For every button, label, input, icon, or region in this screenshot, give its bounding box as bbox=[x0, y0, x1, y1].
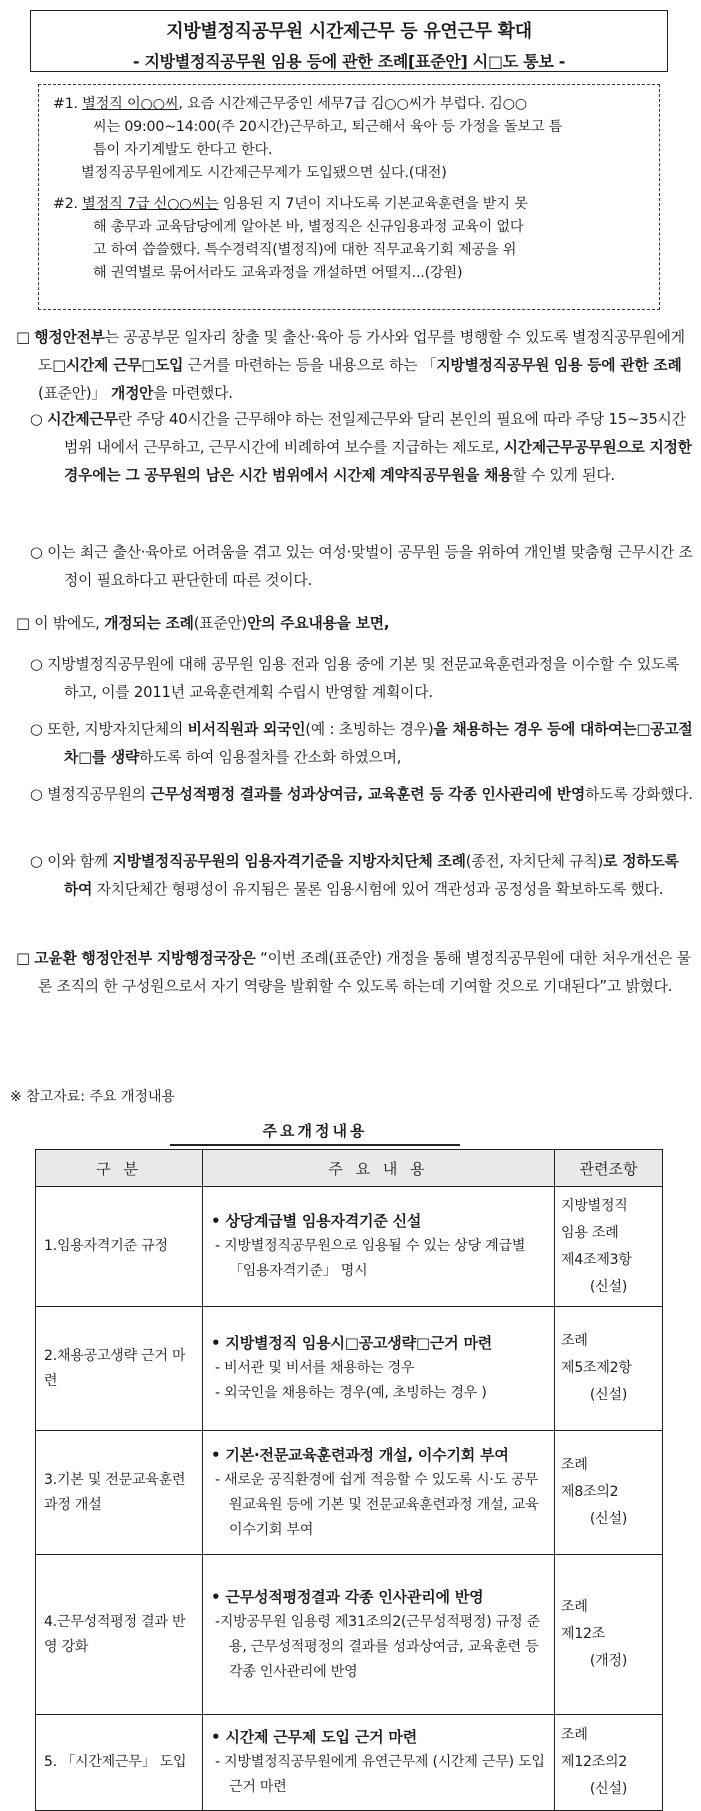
s4-text-a: 또한, 지방자치단체의 bbox=[47, 721, 188, 738]
header-category: 구 분 bbox=[36, 1150, 203, 1187]
s5-text-b: 근무성적평정 결과를 성과상여금, 교육훈련 등 각종 인사관리에 반영 bbox=[150, 786, 586, 803]
p1-text-e: 지방별정직공무원 임용 등에 관한 조례 bbox=[436, 357, 682, 374]
row-content bbox=[203, 1187, 555, 1307]
table-row bbox=[36, 1431, 663, 1555]
article-line: (신설) bbox=[589, 1511, 628, 1527]
row-content bbox=[203, 1555, 555, 1715]
p2-text-b: 개정되는 조례 bbox=[104, 615, 194, 632]
case-1-line2: 씨는 09:00∼14:00(주 20시간)근무하고, 퇴근해서 육아 등 가정을 돌보고 틈 bbox=[93, 119, 563, 135]
circle-bullet: ○ bbox=[30, 721, 43, 738]
article-line: 제4조제3항 bbox=[561, 1251, 632, 1268]
p2-text-d: 안의 주요내용을 보면, bbox=[247, 615, 390, 632]
p1-text-f: (표준안)」 bbox=[38, 385, 107, 402]
article-line: 조례 bbox=[561, 1333, 588, 1349]
reference-note: ※ 참고자료: 주요 개정내용 bbox=[10, 1089, 176, 1105]
subparagraph-1 bbox=[8, 406, 693, 490]
header-content: 주 요 내 용 bbox=[203, 1150, 555, 1187]
s1-text-c: 시간제근무공무원으로 지정한 경우에는 그 공무원의 남은 시간 범위에서 시간제 계약직공무원을 채용 bbox=[64, 439, 692, 484]
s6-text-c: (종전, 자치단체 규칙) bbox=[465, 853, 604, 870]
case-2-line4: 해 권역별로 묶어서라도 교육과정을 개설하면 어떨지...(강원) bbox=[93, 265, 463, 281]
p1-text-b: 는 공공부문 일자리 창출 및 출산·육아 등 가사와 업무를 병행할 수 있도록 별정직공무원에게도 bbox=[38, 329, 685, 374]
s3-text: 지방별정직공무원에 대해 공무원 임용 전과 임용 중에 기본 및 전문교육훈련과정을 이수할 수 있도록 하고, 이를 2011년 교육훈련계획 수립시 반영할 계획이다. bbox=[47, 656, 680, 701]
article-line: (신설) bbox=[589, 1387, 628, 1403]
article-line: 제8조의2 bbox=[561, 1484, 619, 1500]
circle-bullet: ○ bbox=[30, 411, 43, 428]
row-article bbox=[555, 1307, 663, 1431]
case-2-marker: #2. bbox=[53, 196, 78, 212]
table-row bbox=[36, 1307, 663, 1431]
s4-text-e: 하도록 하여 임용절차를 간소화 하였으며, bbox=[139, 749, 402, 766]
row-category: 3.기본 및 전문교육훈련과정 개설 bbox=[36, 1431, 203, 1555]
article-line: 제12조 bbox=[561, 1626, 606, 1642]
square-bullet: □ bbox=[16, 950, 30, 967]
circle-bullet: ○ bbox=[30, 544, 43, 561]
p1-ministry: 행정안전부 bbox=[34, 329, 105, 346]
table-title: 주요개정내용 bbox=[170, 1120, 460, 1146]
row-article bbox=[555, 1715, 663, 1811]
article-line: (신설) bbox=[589, 1781, 628, 1797]
table-row bbox=[36, 1555, 663, 1715]
s5-text-c: 하도록 강화했다. bbox=[585, 786, 693, 803]
row-detail: -지방공무원 임용령 제31조의2(근무성적평정) 규정 준용, 근무성적평정의 결과를 성과상여금, 교육훈련 등 각종 인사관리에 반영 bbox=[215, 1613, 540, 1680]
paragraph-3 bbox=[8, 945, 693, 1001]
paragraph-2 bbox=[8, 610, 693, 638]
p3-text-b: “이번 조례(표준안) 개정을 통해 별정직공무원에 대한 처우개선은 물론 조직의 한 구성원으로서 자기 역량을 발휘할 수 있도록 하는데 기여할 것으로 기대된다”고 밝혔다. bbox=[38, 950, 691, 995]
p1-text-g: 개정안 bbox=[106, 385, 154, 402]
page-title: 지방별정직공무원 시간제근무 등 유연근무 확대 bbox=[166, 21, 532, 42]
p1-text-c: □시간제 근무□도입 bbox=[52, 357, 184, 374]
page-subtitle: - 지방별정직공무원 임용 등에 관한 조례[표준안] 시□도 통보 - bbox=[132, 52, 566, 71]
article-line: 조례 bbox=[561, 1457, 588, 1473]
subparagraph-3 bbox=[8, 651, 693, 707]
square-bullet: □ bbox=[16, 615, 30, 632]
title-box bbox=[30, 10, 668, 72]
row-content bbox=[203, 1307, 555, 1431]
table-header-row bbox=[36, 1150, 663, 1187]
p2-text-a: 이 밖에도, bbox=[34, 615, 105, 632]
table-row bbox=[36, 1187, 663, 1307]
row-head: • 근무성적평정결과 각종 인사관리에 반영 bbox=[211, 1587, 484, 1606]
case-2-line3: 고 하여 씁쓸했다. 특수경력직(별정직)에 대한 직무교육기회 제공을 위 bbox=[93, 242, 517, 258]
article-line: (개정) bbox=[589, 1653, 628, 1669]
row-article bbox=[555, 1187, 663, 1307]
case-1-subject: 별정직 이○○씨 bbox=[82, 96, 179, 112]
article-line: 조례 bbox=[561, 1599, 588, 1615]
p2-text-c: (표준안) bbox=[193, 615, 248, 632]
circle-bullet: ○ bbox=[30, 853, 43, 870]
article-line: 임용 조례 bbox=[561, 1224, 619, 1241]
case-1-marker: #1. bbox=[53, 96, 78, 112]
s6-text-b: 지방별정직공무원의 임용자격기준을 지방자치단체 조례 bbox=[112, 853, 466, 870]
subparagraph-5 bbox=[8, 781, 693, 809]
article-line: 제12조의2 bbox=[561, 1754, 628, 1770]
s1-text-a: 시간제근무 bbox=[47, 411, 118, 428]
s4-text-b: 비서직원과 외국인 bbox=[187, 721, 306, 738]
s6-text-d: 로 정하도록 하여 bbox=[64, 853, 679, 898]
row-detail: - 새로운 공직환경에 쉽게 적응할 수 있도록 시·도 공무원교육원 등에 기본 및 전문교육훈련과정 개설, 교육 이수기회 부여 bbox=[215, 1471, 539, 1538]
row-head: • 상당계급별 임용자격기준 신설 bbox=[211, 1212, 422, 1230]
case-2-subject: 별정직 7급 신○○씨는 bbox=[82, 196, 219, 212]
subparagraph-6 bbox=[8, 848, 693, 904]
row-article bbox=[555, 1431, 663, 1555]
row-category: 4.근무성적평정 결과 반영 강화 bbox=[36, 1555, 203, 1715]
square-bullet: □ bbox=[16, 329, 30, 346]
row-content bbox=[203, 1431, 555, 1555]
p1-text-d: 근거를 마련하는 등을 내용으로 하는 「 bbox=[183, 357, 437, 374]
circle-bullet: ○ bbox=[30, 656, 43, 673]
paragraph-1 bbox=[8, 324, 693, 408]
case-1-line1: , 요즘 시간제근무중인 세무7급 김○○씨가 부럽다. 김○○ bbox=[178, 96, 527, 112]
case-examples-box bbox=[38, 84, 660, 310]
case-1-line3: 틈이 자기계발도 한다고 한다. bbox=[93, 142, 273, 158]
circle-bullet: ○ bbox=[30, 786, 43, 803]
p1-text-h: 을 마련했다. bbox=[153, 385, 233, 402]
case-2-line1: 임용된 지 7년이 지나도록 기본교육훈련을 받지 못 bbox=[218, 196, 528, 212]
article-line: (신설) bbox=[589, 1278, 628, 1295]
row-head: • 기본·전문교육훈련과정 개설, 이수기회 부여 bbox=[211, 1445, 509, 1464]
s6-text-a: 이와 함께 bbox=[47, 853, 113, 870]
s4-text-d: 을 채용하는 경우 등에 대하여는□공고절차□를 생략 bbox=[64, 721, 693, 766]
article-line: 조례 bbox=[561, 1727, 588, 1743]
s6-text-e: 자치단체간 형평성이 유지됨은 물론 임용시험에 있어 객관성과 공정성을 확보하도록 했다. bbox=[92, 881, 664, 898]
subparagraph-2 bbox=[8, 539, 693, 595]
s5-text-a: 별정직공무원의 bbox=[47, 786, 151, 803]
row-detail: - 지방별정직공무원으로 임용될 수 있는 상당 계급별 「임용자격기준」 명시 bbox=[215, 1238, 526, 1279]
s1-text-d: 할 수 있게 된다. bbox=[512, 467, 615, 484]
s1-text-b: 란 주당 40시간을 근무해야 하는 전일제근무와 달리 본인의 필요에 따라 주당 15∼35시간 범위 내에서 근무하고, 근무시간에 비례하여 보수를 지급하는 제도로, bbox=[64, 411, 686, 456]
article-line: 제5조제2항 bbox=[561, 1360, 632, 1376]
row-detail: - 비서관 및 비서를 채용하는 경우 bbox=[215, 1360, 415, 1376]
subparagraph-4 bbox=[8, 716, 693, 772]
header-article: 관련조항 bbox=[555, 1150, 663, 1187]
amendment-table bbox=[35, 1149, 663, 1811]
row-content bbox=[203, 1715, 555, 1811]
case-2-line2: 해 총무과 교육담당에게 알아본 바, 별정직은 신규임용과정 교육이 없다 bbox=[93, 219, 524, 235]
table-row bbox=[36, 1715, 663, 1811]
p3-text-a: 고윤환 행정안전부 지방행정국장은 bbox=[34, 950, 256, 967]
case-1-line4: 별정직공무원에게도 시간제근무제가 도입됐으면 싶다.(대전) bbox=[81, 165, 447, 181]
row-head: • 지방별정직 임용시□공고생략□근거 마련 bbox=[211, 1334, 493, 1352]
row-category: 5. 「시간제근무」 도입 bbox=[36, 1715, 203, 1811]
row-article bbox=[555, 1555, 663, 1715]
article-line: 지방별정직 bbox=[561, 1197, 628, 1214]
row-detail: - 지방별정직공무원에게 유연근무제 (시간제 근무) 도입 근거 마련 bbox=[215, 1754, 545, 1795]
row-detail: - 외국인을 채용하는 경우(예, 초빙하는 경우 ) bbox=[215, 1385, 487, 1401]
row-head: • 시간제 근무제 도입 근거 마련 bbox=[211, 1728, 417, 1746]
row-category: 1.임용자격기준 규정 bbox=[36, 1187, 203, 1307]
s4-text-c: (예 : 초빙하는 경우) bbox=[305, 721, 434, 738]
row-category: 2.채용공고생략 근거 마련 bbox=[36, 1307, 203, 1431]
s2-text: 이는 최근 출산·육아로 어려움을 겪고 있는 여성·맞벌이 공무원 등을 위하여 개인별 맞춤형 근무시간 조정이 필요하다고 판단한데 따른 것이다. bbox=[47, 544, 693, 589]
